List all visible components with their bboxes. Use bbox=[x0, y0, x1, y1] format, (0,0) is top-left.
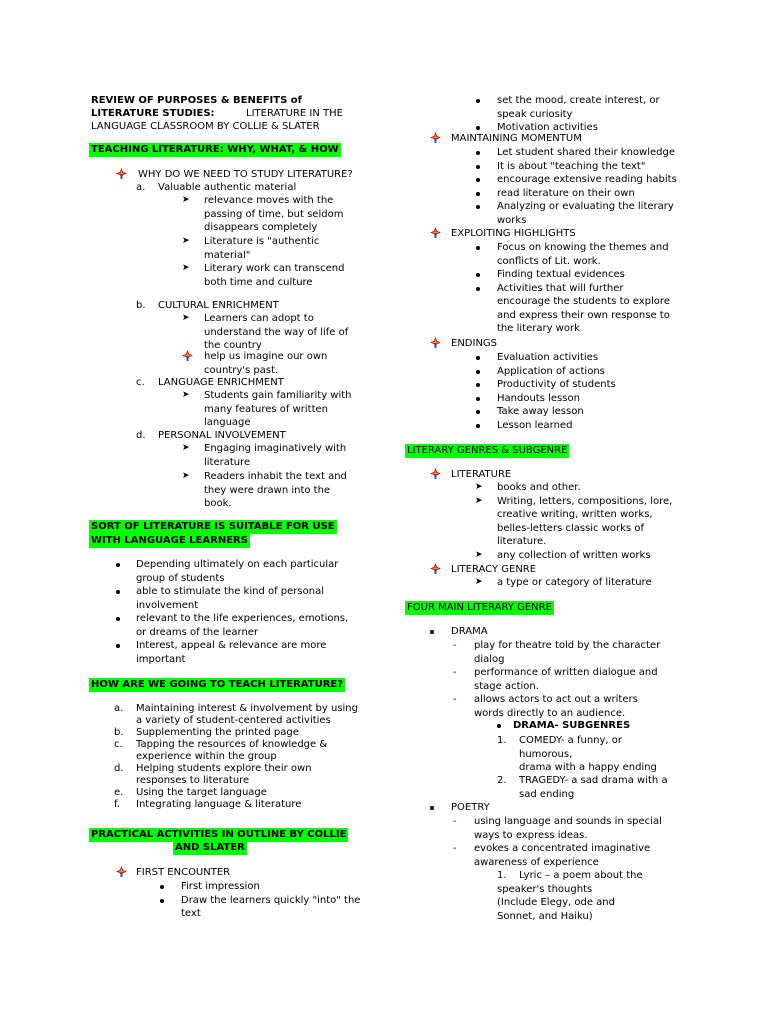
lyric-item: (Include Elegy, ode and bbox=[497, 897, 615, 908]
arrow-bullet-icon: ➤ bbox=[182, 263, 190, 273]
list-item: Tapping the resources of knowledge & bbox=[136, 739, 328, 750]
dash-item: evokes a concentrated imaginative bbox=[474, 843, 651, 854]
bullet-item: Productivity of students bbox=[497, 379, 616, 390]
arrow-item: country's past. bbox=[204, 364, 279, 376]
starburst-bullet-icon bbox=[430, 337, 441, 348]
dash-item: words directly to an audience. bbox=[474, 707, 626, 719]
bullet-item: Analyzing or evaluating the literary bbox=[497, 201, 674, 212]
list-item: Maintaining interest & involvement by using bbox=[136, 703, 358, 714]
list-label: a. bbox=[136, 182, 146, 193]
bullet-item: It is about "teaching the text" bbox=[497, 160, 646, 172]
arrow-item: understand the way of life of bbox=[204, 326, 349, 338]
lyric-item: speaker's thoughts bbox=[497, 883, 593, 895]
section-heading: HOW ARE WE GOING TO TEACH LITERATURE? bbox=[91, 679, 344, 690]
dash-bullet-icon: - bbox=[453, 694, 457, 705]
lyric-item: Lyric – a poem about the bbox=[519, 870, 643, 881]
dash-bullet-icon: - bbox=[453, 816, 457, 827]
bullet-item: set the mood, create interest, or bbox=[497, 95, 660, 106]
section-heading: TEACHING LITERATURE: WHY, WHAT, & HOW bbox=[91, 144, 339, 155]
bullet-dot-icon bbox=[476, 178, 480, 182]
bullet-dot-icon bbox=[116, 590, 120, 594]
bullet-dot-icon bbox=[476, 287, 480, 291]
dash-item: ways to express ideas. bbox=[474, 829, 588, 841]
bullet-dot-icon bbox=[116, 563, 120, 567]
arrow-bullet-icon: ➤ bbox=[182, 471, 190, 481]
bullet-dot-icon bbox=[476, 151, 480, 155]
arrow-item: Literary work can transcend bbox=[204, 263, 345, 274]
bullet-item: able to stimulate the kind of personal bbox=[136, 586, 324, 597]
section-heading: AND SLATER bbox=[175, 842, 245, 853]
sub-heading: LITERATURE bbox=[451, 469, 512, 480]
list-item: Supplementing the printed page bbox=[136, 727, 299, 738]
bullet-item: Finding textual evidences bbox=[497, 269, 625, 280]
arrow-item: both time and culture bbox=[204, 276, 313, 288]
dash-item: performance of written dialogue and bbox=[474, 667, 658, 678]
bullet-item: Motivation activities bbox=[497, 122, 598, 133]
bullet-item: relevant to the life experiences, emotions, bbox=[136, 613, 349, 624]
arrow-item: literature. bbox=[497, 536, 547, 547]
bullet-item: group of students bbox=[136, 572, 225, 584]
bullet-dot-icon bbox=[476, 99, 480, 103]
bullet-dot-icon bbox=[160, 899, 164, 903]
arrow-item: book. bbox=[204, 498, 232, 509]
arrow-item: Readers inhabit the text and bbox=[204, 471, 347, 482]
list-label: e. bbox=[114, 787, 124, 798]
section-heading: SORT OF LITERATURE IS SUITABLE FOR USE bbox=[91, 521, 335, 532]
arrow-bullet-icon: ➤ bbox=[475, 482, 483, 492]
bullet-item: and express their own response to bbox=[497, 309, 670, 321]
bullet-item: Handouts lesson bbox=[497, 392, 580, 404]
sub-heading: EXPLOITING HIGHLIGHTS bbox=[451, 228, 576, 239]
bullet-item: encourage extensive reading habits bbox=[497, 174, 677, 185]
arrow-item: Engaging imaginatively with bbox=[204, 443, 347, 454]
list-label: a. bbox=[114, 703, 124, 714]
list-label: b. bbox=[136, 300, 146, 311]
bullet-item: Depending ultimately on each particular bbox=[136, 559, 339, 570]
bullet-item: conflicts of Lit. work. bbox=[497, 255, 601, 267]
arrow-item: any collection of written works bbox=[497, 549, 651, 561]
arrow-item: Learners can adopt to bbox=[204, 313, 314, 324]
starburst-bullet-icon bbox=[430, 132, 441, 143]
arrow-bullet-icon: ➤ bbox=[475, 549, 483, 560]
list-label: b. bbox=[114, 727, 124, 738]
dash-item: awareness of experience bbox=[474, 856, 599, 868]
dash-item: allows actors to act out a writers bbox=[474, 694, 638, 705]
sub-heading: MAINTAINING MOMENTUM bbox=[451, 133, 582, 144]
section-heading: FOUR MAIN LITERARY GENRE bbox=[407, 602, 552, 613]
bullet-dot-icon bbox=[476, 205, 480, 209]
starburst-bullet-icon bbox=[116, 866, 127, 877]
dash-item: using language and sounds in special bbox=[474, 816, 662, 827]
arrow-item: disappears completely bbox=[204, 222, 318, 233]
arrow-bullet-icon: ➤ bbox=[182, 390, 190, 400]
dash-item: stage action. bbox=[474, 680, 539, 692]
list-item: a variety of student-centered activities bbox=[136, 715, 331, 726]
bullet-dot-icon bbox=[497, 724, 501, 728]
list-item: LANGUAGE ENRICHMENT bbox=[158, 377, 284, 388]
starburst-bullet-icon bbox=[116, 168, 127, 179]
bullet-item: text bbox=[181, 908, 201, 919]
arrow-bullet-icon: ➤ bbox=[475, 495, 483, 506]
arrow-item: many features of written bbox=[204, 403, 329, 415]
bullet-dot-icon bbox=[430, 630, 434, 634]
subgenre-item: humorous, bbox=[519, 748, 573, 760]
arrow-item: books and other. bbox=[497, 482, 581, 493]
lyric-item: Sonnet, and Haiku) bbox=[497, 910, 593, 922]
bullet-dot-icon bbox=[476, 424, 480, 428]
list-label: d. bbox=[114, 763, 124, 774]
subgenre-item: COMEDY- a funny, or bbox=[519, 735, 623, 746]
arrow-item: belles-letters classic works of bbox=[497, 522, 644, 534]
list-label: c. bbox=[114, 739, 123, 750]
bullet-dot-icon bbox=[476, 356, 480, 360]
arrow-item: relevance moves with the bbox=[204, 195, 334, 206]
starburst-bullet-icon bbox=[430, 227, 441, 238]
arrow-bullet-icon: ➤ bbox=[182, 195, 190, 205]
bullet-item: works bbox=[497, 214, 527, 226]
subgenre-heading: DRAMA- SUBGENRES bbox=[513, 720, 631, 731]
dash-bullet-icon: - bbox=[453, 667, 457, 678]
bullet-dot-icon bbox=[116, 617, 120, 621]
bullet-item: the literary work bbox=[497, 323, 580, 334]
arrow-item: a type or category of literature bbox=[497, 577, 652, 588]
bullet-item: Lesson learned bbox=[497, 419, 573, 431]
bullet-dot-icon bbox=[476, 126, 480, 130]
arrow-item: Literature is "authentic bbox=[204, 236, 320, 247]
bullet-item: Draw the learners quickly "into" the bbox=[181, 894, 361, 906]
bullet-item: Take away lesson bbox=[497, 406, 584, 417]
question-heading: WHY DO WE NEED TO STUDY LITERATURE? bbox=[138, 169, 353, 180]
arrow-bullet-icon: ➤ bbox=[182, 236, 190, 246]
list-item: responses to literature bbox=[136, 775, 250, 786]
subgenre-item: TRAGEDY- a sad drama with a bbox=[519, 775, 668, 786]
list-item: Integrating language & literature bbox=[136, 799, 302, 810]
dash-item: play for theatre told by the character bbox=[474, 640, 661, 651]
bullet-item: Evaluation activities bbox=[497, 352, 599, 363]
bullet-dot-icon bbox=[476, 273, 480, 277]
arrow-item: Writing, letters, compositions, lore, bbox=[497, 495, 673, 507]
arrow-item: the country bbox=[204, 340, 262, 351]
genre-item: POETRY bbox=[451, 802, 490, 813]
dash-item: dialog bbox=[474, 653, 505, 665]
arrow-item: passing of time, but seldom bbox=[204, 208, 344, 220]
list-item: experience within the group bbox=[136, 751, 277, 762]
arrow-item: language bbox=[204, 417, 251, 428]
arrow-bullet-icon: ➤ bbox=[182, 313, 190, 323]
bullet-item: Let student shared their knowledge bbox=[497, 147, 675, 158]
subgenre-item: drama with a happy ending bbox=[519, 762, 657, 773]
doc-title: LITERATURE IN THE bbox=[246, 108, 343, 119]
arrow-item: material" bbox=[204, 249, 251, 261]
bullet-dot-icon bbox=[476, 383, 480, 387]
bullet-dot-icon bbox=[116, 644, 120, 648]
list-label: d. bbox=[136, 430, 146, 441]
starburst-bullet-icon bbox=[430, 468, 441, 479]
bullet-dot-icon bbox=[430, 806, 434, 810]
list-item: Valuable authentic material bbox=[158, 182, 297, 193]
bullet-item: read literature on their own bbox=[497, 187, 635, 199]
bullet-dot-icon bbox=[160, 885, 164, 889]
doc-title: REVIEW OF PURPOSES & BENEFITS of bbox=[91, 95, 302, 106]
doc-title: LITERATURE STUDIES: bbox=[91, 108, 215, 119]
arrow-item: literature bbox=[204, 456, 251, 468]
list-item: Helping students explore their own bbox=[136, 763, 312, 774]
list-item: CULTURAL ENRICHMENT bbox=[158, 300, 279, 311]
bullet-item: important bbox=[136, 653, 186, 665]
doc-title: LANGUAGE CLASSROOM BY COLLIE & SLATER bbox=[91, 121, 320, 132]
bullet-item: involvement bbox=[136, 599, 199, 611]
arrow-item: they were drawn into the bbox=[204, 484, 331, 496]
arrow-item: help us imagine our own bbox=[204, 351, 328, 362]
bullet-item: encourage the students to explore bbox=[497, 296, 670, 307]
bullet-item: Application of actions bbox=[497, 365, 605, 377]
section-heading: PRACTICAL ACTIVITIES IN OUTLINE BY COLLIE bbox=[91, 829, 347, 840]
bullet-dot-icon bbox=[476, 410, 480, 414]
bullet-item: speak curiosity bbox=[497, 108, 573, 120]
bullet-item: Focus on knowing the themes and bbox=[497, 242, 669, 253]
sub-heading: LITERACY GENRE bbox=[451, 564, 537, 575]
bullet-item: First impression bbox=[181, 881, 260, 892]
list-item: Using the target language bbox=[136, 787, 267, 798]
sub-heading: ENDINGS bbox=[451, 338, 498, 349]
bullet-item: Interest, appeal & relevance are more bbox=[136, 640, 327, 651]
starburst-bullet-icon bbox=[182, 350, 193, 361]
dash-bullet-icon: - bbox=[453, 843, 457, 854]
section-heading: LITERARY GENRES & SUBGENRE bbox=[407, 445, 568, 456]
sub-heading: FIRST ENCOUNTER bbox=[136, 867, 231, 878]
dash-bullet-icon: - bbox=[453, 640, 457, 651]
section-heading: WITH LANGUAGE LEARNERS bbox=[91, 535, 248, 546]
starburst-bullet-icon bbox=[430, 563, 441, 574]
bullet-dot-icon bbox=[476, 246, 480, 250]
list-label: c. bbox=[136, 377, 145, 388]
bullet-item: Activities that will further bbox=[497, 282, 624, 294]
bullet-item: or dreams of the learner bbox=[136, 626, 259, 638]
arrow-item: Students gain familiarity with bbox=[204, 390, 352, 401]
list-label: f. bbox=[114, 799, 120, 810]
bullet-dot-icon bbox=[476, 397, 480, 401]
genre-item: DRAMA bbox=[451, 626, 488, 637]
list-label: 1. bbox=[497, 735, 507, 746]
list-item: PERSONAL INVOLVEMENT bbox=[158, 430, 286, 441]
arrow-item: creative writing, written works, bbox=[497, 509, 653, 520]
arrow-bullet-icon: ➤ bbox=[182, 443, 190, 453]
bullet-dot-icon bbox=[476, 192, 480, 196]
bullet-dot-icon bbox=[476, 370, 480, 374]
subgenre-item: sad ending bbox=[519, 788, 575, 800]
list-label: 1. bbox=[497, 870, 507, 881]
arrow-bullet-icon: ➤ bbox=[475, 577, 483, 587]
bullet-dot-icon bbox=[476, 165, 480, 169]
list-label: 2. bbox=[497, 775, 507, 786]
